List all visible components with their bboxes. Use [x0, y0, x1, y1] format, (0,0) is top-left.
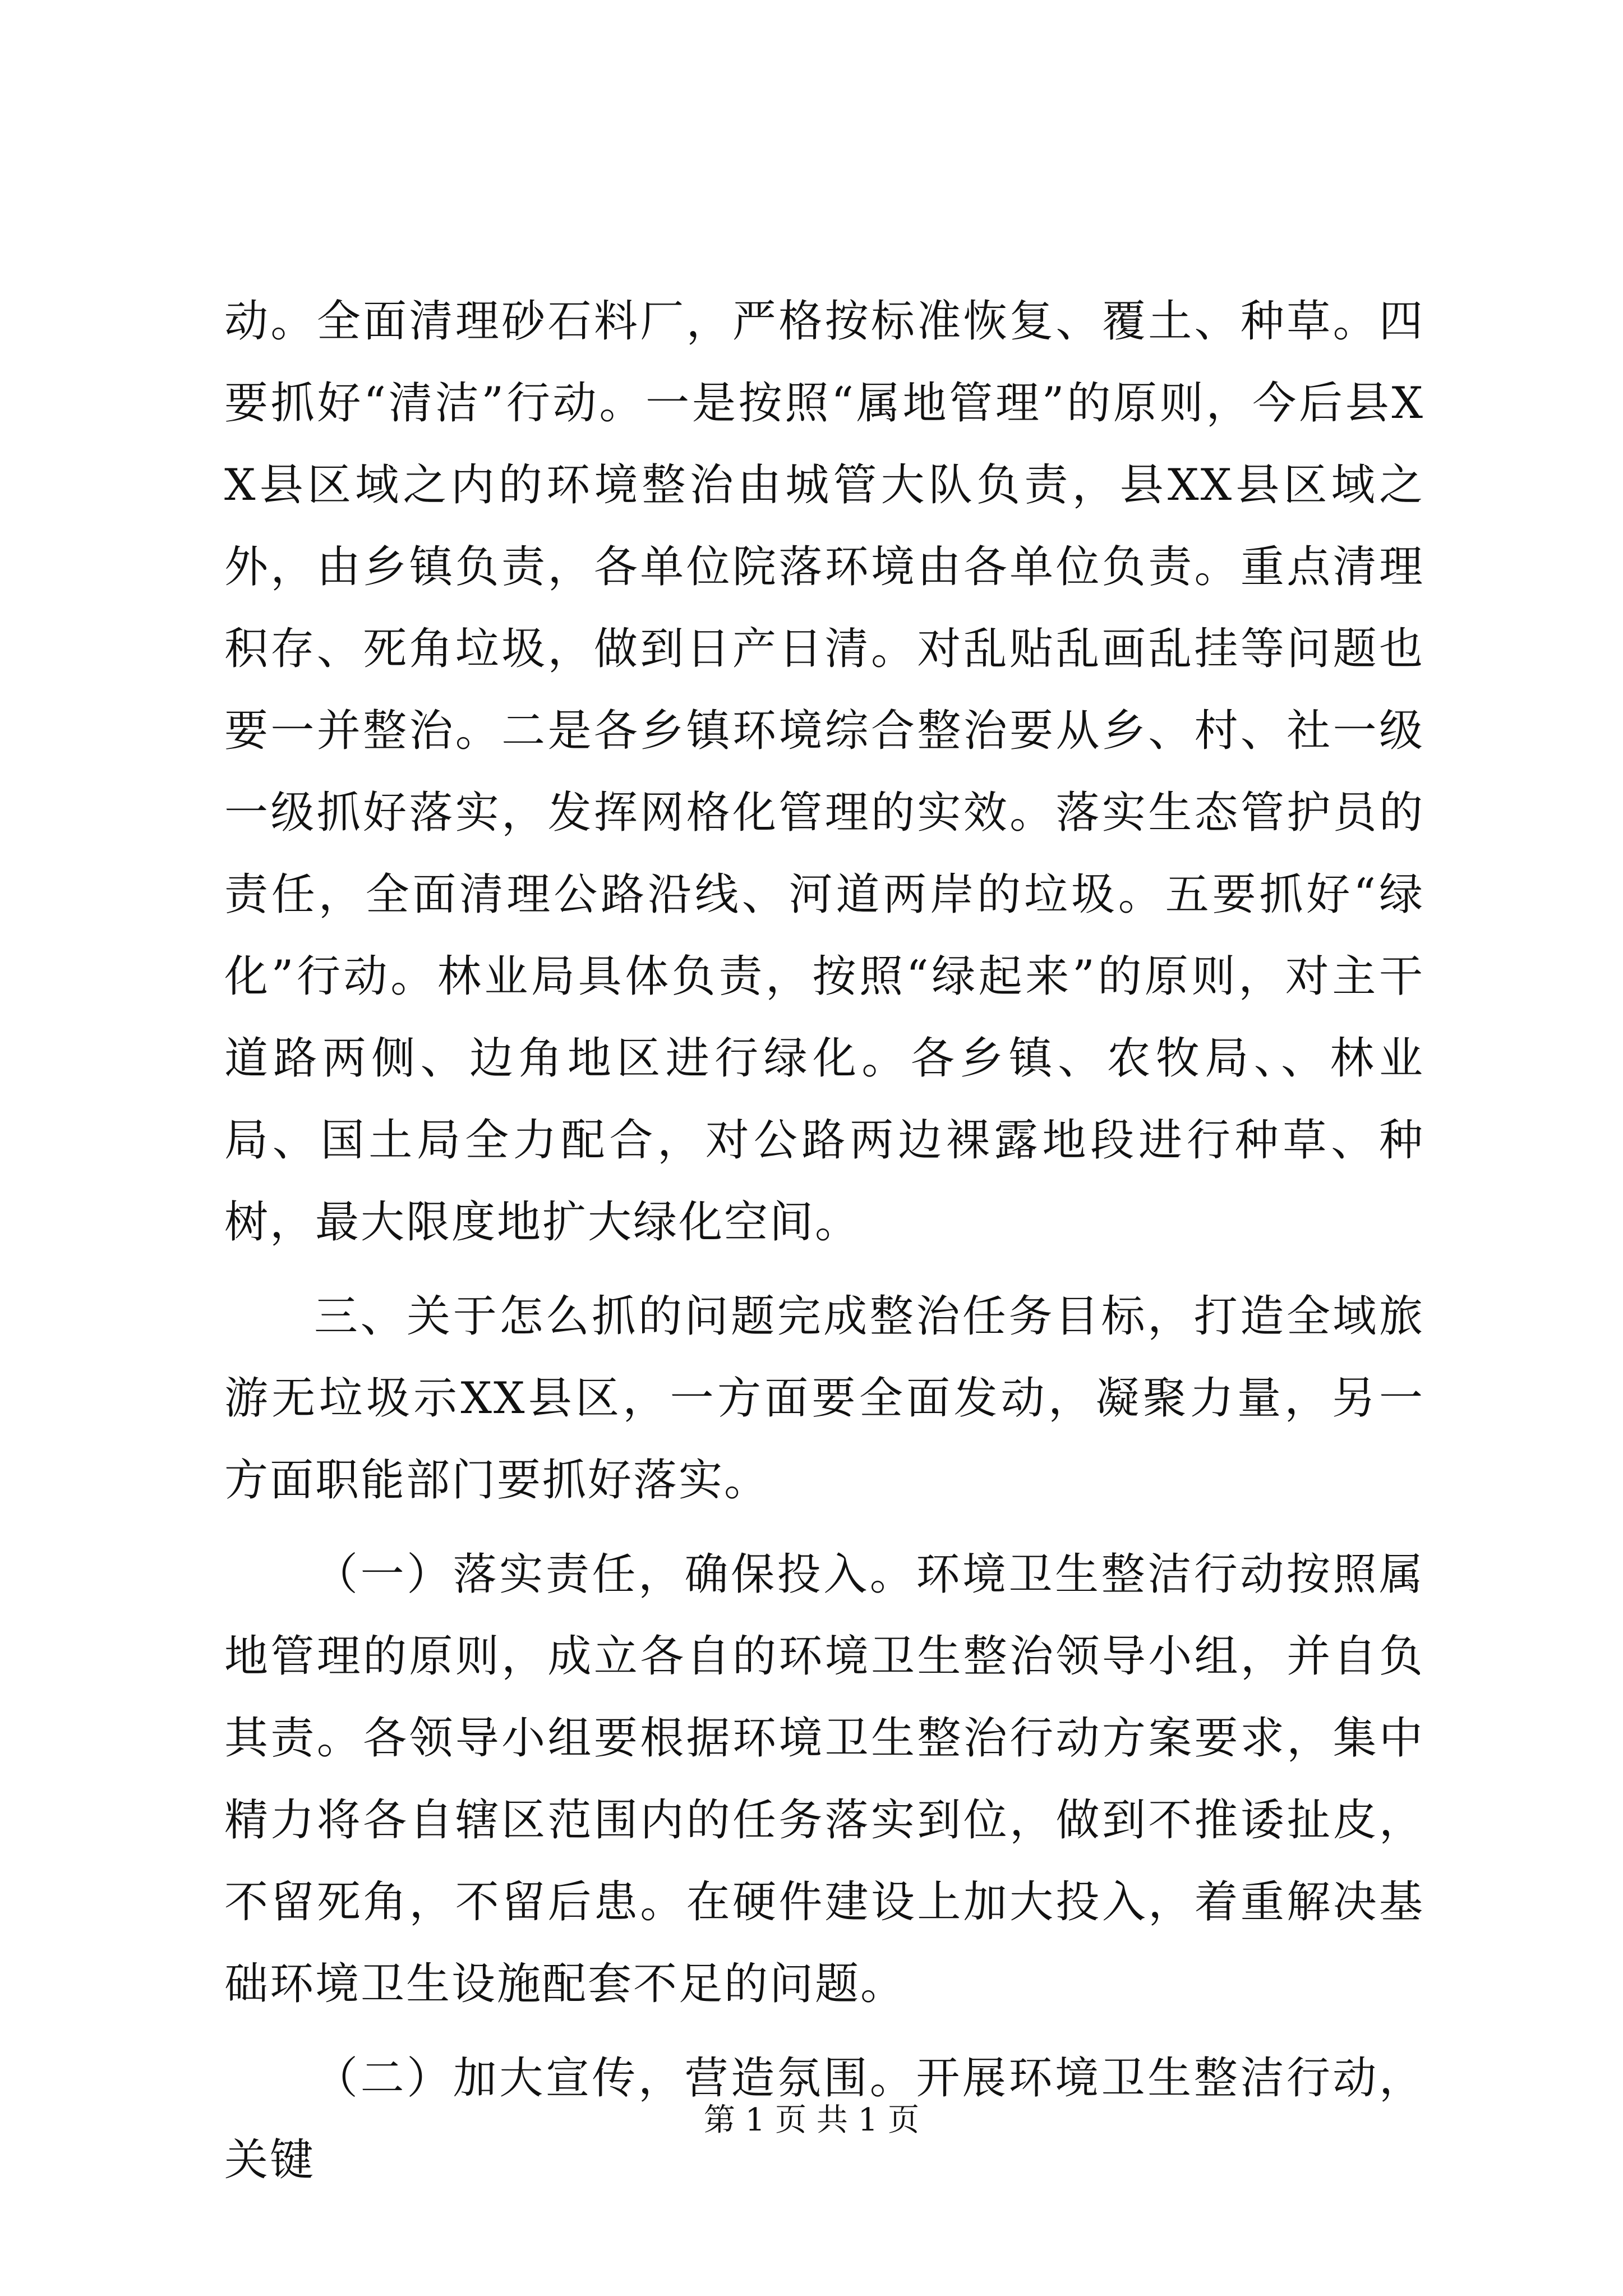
- paragraph-section-three: 三、关于怎么抓的问题完成整治任务目标，打造全域旅游无垃圾示XX县区，一方面要全面发动，凝聚力量，另一方面职能部门要抓好落实。: [224, 1291, 1424, 1506]
- paragraph-item-one: （一）落实责任，确保投入。环境卫生整洁行动按照属地管理的原则，成立各自的环境卫生整治领导小组，并自负其责。各领导小组要根据环境卫生整治行动方案要求，集中精力将各自辖区范围内的任务落实到位，做到不推诿扯皮，不留死角，不留后患。在硬件建设上加大投入，着重解决基础环境卫生设施配套不足的问题。: [224, 1549, 1424, 2009]
- paragraph-continuation: 动。全面清理砂石料厂，严格按标准恢复、覆土、种草。四要抓好“清洁”行动。一是按照“属地管理”的原则，今后县XX县区域之内的环境整治由城管大队负责，县XX县区域之外，由乡镇负责，各单位院落环境由各单位负责。重点清理积存、死角垃圾，做到日产日清。对乱贴乱画乱挂等问题也要一并整治。二是各乡镇环境综合整治要从乡、村、社一级一级抓好落实，发挥网格化管理的实效。落实生态管护员的责任，全面清理公路沿线、河道两岸的垃圾。五要抓好“绿化”行动。林业局具体负责，按照“绿起来”的原则，对主干道路两侧、边角地区进行绿化。各乡镇、农牧局、、林业局、国土局全力配合，对公路两边裸露地段进行种草、种树，最大限度地扩大绿化空间。: [224, 296, 1424, 1248]
- paragraph-item-two: （二）加大宣传，营造氛围。开展环境卫生整洁行动，关键: [224, 2053, 1424, 2185]
- document-body: [224, 280, 1424, 2201]
- page-number-footer: 第 1 页 共 1 页: [703, 2102, 920, 2138]
